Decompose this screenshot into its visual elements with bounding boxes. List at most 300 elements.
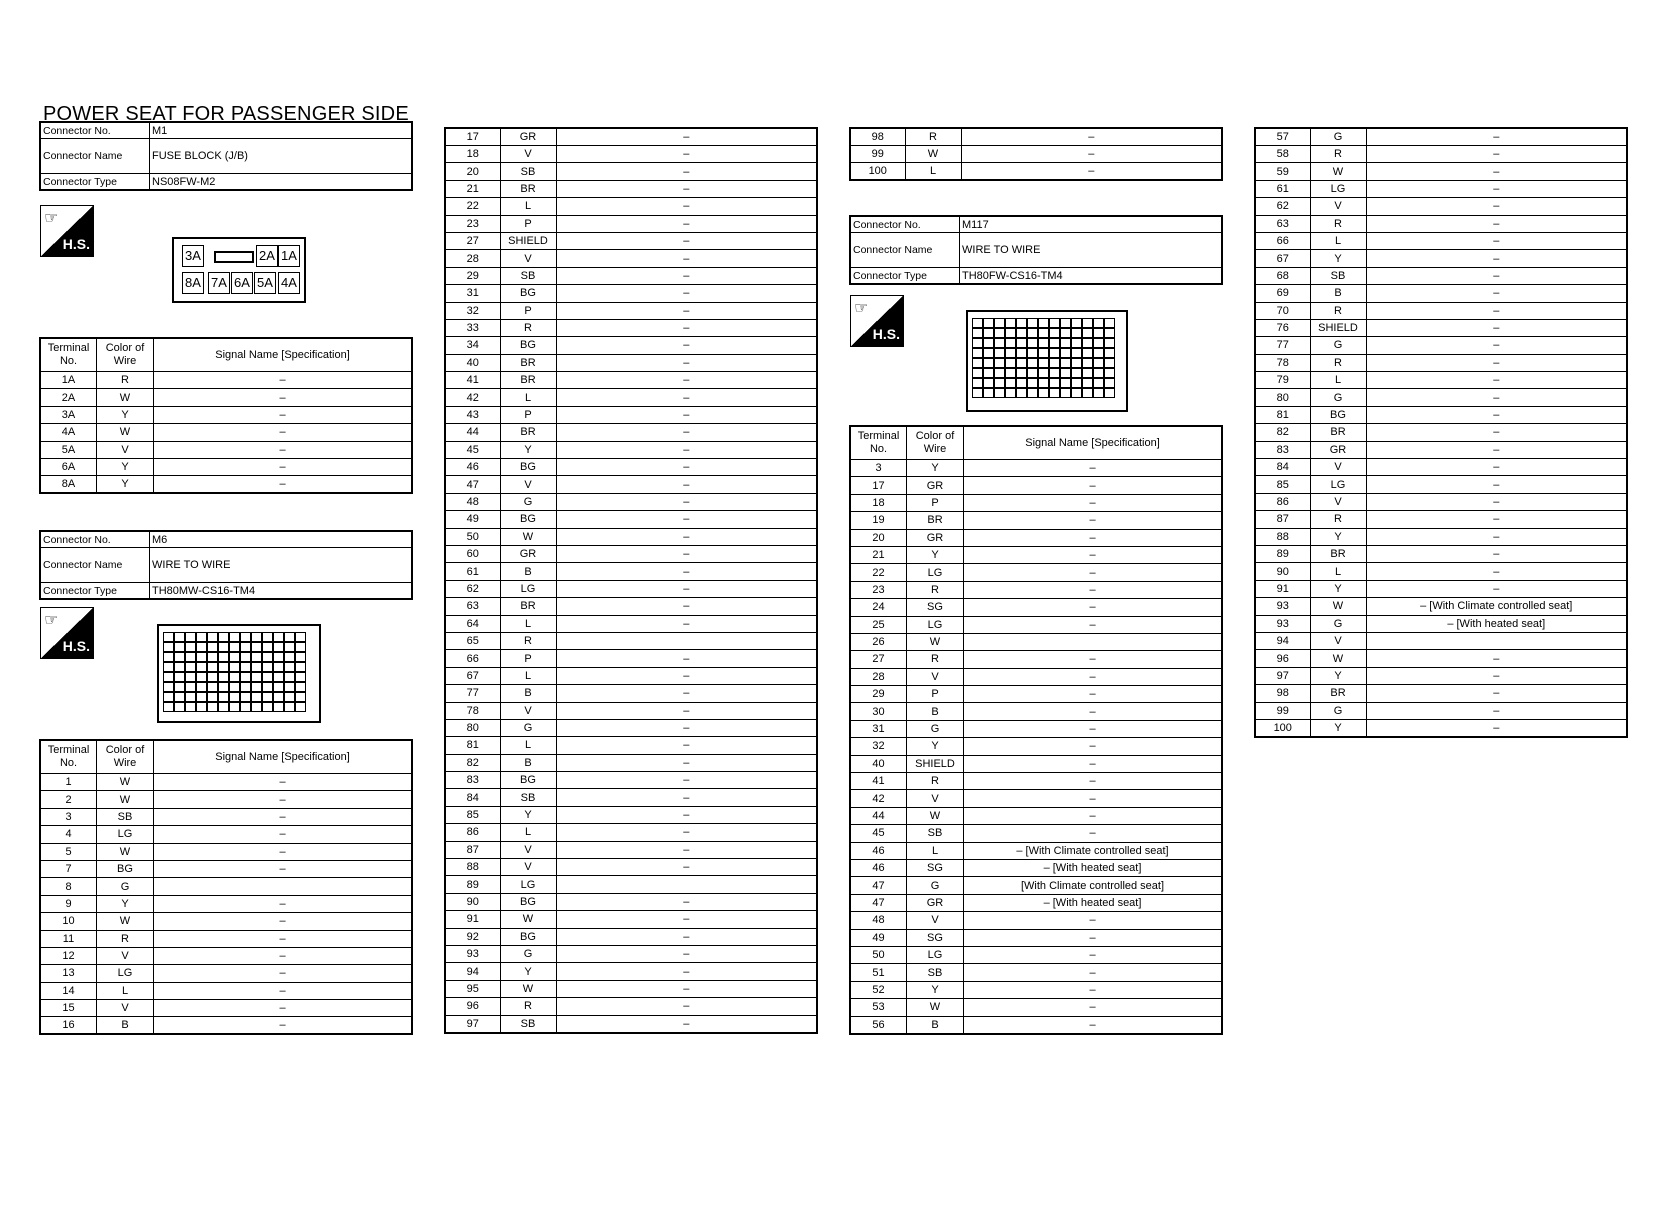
table-row [445, 911, 817, 928]
signal-name-cell: – [1366, 198, 1627, 215]
wire-color-cell: G [907, 720, 964, 737]
wire-color-cell: V [500, 702, 556, 719]
pin-cavity [1005, 378, 1016, 388]
pin-cavity [1060, 388, 1071, 398]
signal-name-cell: – [1366, 580, 1627, 597]
pin-cavity [262, 702, 273, 712]
pin-cavity [295, 672, 306, 682]
pin-cavity [1093, 368, 1104, 378]
table-row [445, 372, 817, 389]
connector-m1-info [39, 121, 413, 191]
pin-cavity [240, 662, 251, 672]
wire-color-cell: GR [907, 477, 964, 494]
signal-name-cell: – [1366, 215, 1627, 232]
table-row [40, 860, 412, 877]
signal-name-cell: – [1366, 685, 1627, 702]
wire-color-cell: SG [907, 599, 964, 616]
terminal-no-cell: 79 [1255, 372, 1310, 389]
table-row [1255, 128, 1627, 146]
pin-label: 2A [256, 245, 278, 267]
table-row [445, 302, 817, 319]
wire-color-cell: V [97, 441, 154, 458]
terminal-no-cell: 23 [445, 215, 500, 232]
wire-color-cell: LG [97, 826, 154, 843]
terminal-no-cell: 1 [40, 774, 97, 791]
terminal-no-cell: 63 [445, 598, 500, 615]
table-row [1255, 476, 1627, 493]
wire-color-cell: B [1310, 285, 1366, 302]
pin-cavity [185, 682, 196, 692]
terminal-no-cell: 98 [1255, 685, 1310, 702]
pin-cavity [1016, 338, 1027, 348]
wire-color-cell: B [500, 563, 556, 580]
wire-color-cell: B [97, 1017, 154, 1035]
table-row [850, 877, 1222, 894]
wire-color-cell: BR [500, 354, 556, 371]
pin-cavity [196, 702, 207, 712]
header-signal-name: Signal Name [Specification] [964, 426, 1223, 460]
pin-cavity [174, 672, 185, 682]
pin-cavity [251, 632, 262, 642]
wire-color-cell: Y [907, 460, 964, 477]
header-terminal-no: Terminal No. [850, 426, 907, 460]
pin-cavity [994, 378, 1005, 388]
pin-cavity [1005, 318, 1016, 328]
terminal-no-cell: 45 [445, 441, 500, 458]
connector-m117-no: M117 [960, 216, 1223, 233]
signal-name-cell: – [556, 389, 817, 406]
signal-name-cell: – [154, 476, 413, 494]
pin-cavity [994, 368, 1005, 378]
pin-cavity [1049, 318, 1060, 328]
table-row [1255, 354, 1627, 371]
wire-color-cell: LG [1310, 180, 1366, 197]
signal-name-cell: – [556, 163, 817, 180]
signal-name-cell: – [556, 285, 817, 302]
signal-name-cell: – [964, 512, 1223, 529]
label-connector-no: Connector No. [40, 531, 150, 548]
pin-cavity [273, 642, 284, 652]
terminal-no-cell: 31 [850, 720, 907, 737]
terminal-no-cell: 3 [850, 460, 907, 477]
pin-cavity [983, 368, 994, 378]
pin-label: 1A [278, 245, 300, 267]
wire-color-cell: SB [500, 163, 556, 180]
signal-name-cell: – [964, 946, 1223, 963]
terminal-no-cell: 76 [1255, 319, 1310, 336]
signal-name-cell: – [556, 702, 817, 719]
wire-color-cell: GR [1310, 441, 1366, 458]
wire-color-cell: LG [500, 876, 556, 893]
column-1 [39, 121, 413, 191]
signal-name-cell: – [556, 824, 817, 841]
signal-name-cell: [With Climate controlled seat] [964, 877, 1223, 894]
wire-color-cell: SB [500, 1015, 556, 1033]
pin-cavity [273, 662, 284, 672]
pin-cavity [284, 652, 295, 662]
wire-color-cell: W [97, 424, 154, 441]
table-row [1255, 632, 1627, 649]
terminal-no-cell: 90 [1255, 563, 1310, 580]
table-row [1255, 163, 1627, 180]
pin-cavity [1093, 318, 1104, 328]
terminal-no-cell: 16 [40, 1017, 97, 1035]
pin-cavity [983, 358, 994, 368]
pin-cavity [251, 652, 262, 662]
table-row [445, 685, 817, 702]
wire-color-cell: Y [1310, 250, 1366, 267]
pin-cavity [295, 702, 306, 712]
wire-color-cell: SHIELD [1310, 319, 1366, 336]
table-row [1255, 319, 1627, 336]
table-row [1255, 719, 1627, 737]
wire-color-cell: SB [907, 964, 964, 981]
signal-name-cell: – [1366, 250, 1627, 267]
wire-color-cell: BR [500, 372, 556, 389]
terminal-no-cell: 3 [40, 808, 97, 825]
pin-cavity [196, 642, 207, 652]
wire-color-cell: G [500, 719, 556, 736]
wire-color-cell: GR [907, 529, 964, 546]
wire-color-cell: L [500, 198, 556, 215]
pin-cavity [1104, 338, 1115, 348]
table-row [850, 894, 1222, 911]
pin-cavity [1027, 368, 1038, 378]
table-row [850, 703, 1222, 720]
wire-color-cell: BG [500, 893, 556, 910]
connector-latch [214, 251, 254, 263]
signal-name-cell: – [154, 424, 413, 441]
pin-cavity [1104, 388, 1115, 398]
pin-cavity [1082, 368, 1093, 378]
signal-name-cell: – [556, 232, 817, 249]
wire-color-cell: GR [907, 894, 964, 911]
table-row [1255, 493, 1627, 510]
table-row [40, 458, 412, 475]
wire-color-cell: V [500, 146, 556, 163]
pin-cavity [1005, 348, 1016, 358]
connector-m6-pin-grid [163, 632, 313, 714]
pin-cavity [983, 388, 994, 398]
terminal-no-cell: 47 [445, 476, 500, 493]
table-row [850, 477, 1222, 494]
pin-cavity [284, 702, 295, 712]
table-row [445, 493, 817, 510]
wire-color-cell: R [97, 930, 154, 947]
signal-name-cell: – [1366, 719, 1627, 737]
terminal-no-cell: 44 [850, 807, 907, 824]
table-row [445, 528, 817, 545]
hs-label: H.S. [872, 326, 900, 342]
pin-cavity [185, 632, 196, 642]
terminal-no-cell: 53 [850, 999, 907, 1016]
terminal-no-cell: 89 [445, 876, 500, 893]
signal-name-cell: – [1366, 528, 1627, 545]
pin-cavity [983, 328, 994, 338]
wire-color-cell: W [1310, 598, 1366, 615]
wire-color-cell: R [1310, 302, 1366, 319]
pin-cavity [994, 388, 1005, 398]
terminal-no-cell: 23 [850, 581, 907, 598]
terminal-no-cell: 18 [850, 494, 907, 511]
table-row [40, 406, 412, 423]
connector-m6-terminal-table-tail [849, 127, 1223, 181]
pin-cavity [972, 358, 983, 368]
table-row [1255, 302, 1627, 319]
wire-color-cell: Y [907, 981, 964, 998]
connector-m117-info [849, 215, 1223, 285]
terminal-no-cell: 82 [1255, 424, 1310, 441]
table-row [40, 843, 412, 860]
hand-icon: ☞ [44, 612, 59, 629]
pin-cavity [1005, 358, 1016, 368]
terminal-no-cell: 87 [1255, 511, 1310, 528]
terminal-no-cell: 91 [1255, 580, 1310, 597]
table-row [850, 720, 1222, 737]
pin-cavity [262, 692, 273, 702]
table-row [40, 878, 412, 895]
terminal-no-cell: 42 [445, 389, 500, 406]
table-row [445, 650, 817, 667]
label-connector-no: Connector No. [850, 216, 960, 233]
signal-name-cell: – [1366, 128, 1627, 146]
wire-color-cell: L [500, 737, 556, 754]
signal-name-cell: – [1366, 146, 1627, 163]
terminal-no-cell: 66 [1255, 232, 1310, 249]
pin-cavity [1082, 348, 1093, 358]
pin-label: 7A [208, 272, 230, 294]
terminal-no-cell: 61 [445, 563, 500, 580]
pin-cavity [1071, 388, 1082, 398]
signal-name-cell: – [556, 146, 817, 163]
wire-color-cell: L [1310, 563, 1366, 580]
pin-cavity [1082, 328, 1093, 338]
table-row [445, 180, 817, 197]
terminal-no-cell: 90 [445, 893, 500, 910]
table-row [445, 928, 817, 945]
wire-color-cell: LG [1310, 476, 1366, 493]
table-row [445, 580, 817, 597]
signal-name-cell: – [556, 893, 817, 910]
hs-label: H.S. [62, 638, 90, 654]
table-row [40, 774, 412, 791]
pin-cavity [163, 682, 174, 692]
terminal-no-cell: 8A [40, 476, 97, 494]
signal-name-cell: – [154, 965, 413, 982]
signal-name-cell: – [1366, 441, 1627, 458]
table-row [850, 912, 1222, 929]
table-row [445, 598, 817, 615]
signal-name-cell: – [964, 773, 1223, 790]
signal-name-cell: – [1366, 459, 1627, 476]
signal-name-cell: – [556, 754, 817, 771]
pin-cavity [1027, 348, 1038, 358]
signal-name-cell: – [1366, 372, 1627, 389]
signal-name-cell: – [964, 807, 1223, 824]
pin-cavity [284, 642, 295, 652]
hs-badge-m6 [40, 607, 94, 659]
wire-color-cell: SHIELD [907, 755, 964, 772]
column-3-m117 [849, 215, 1223, 285]
terminal-no-cell: 8 [40, 878, 97, 895]
signal-name-cell: – [556, 441, 817, 458]
pin-cavity [1082, 318, 1093, 328]
pin-cavity [972, 338, 983, 348]
terminal-no-cell: 21 [445, 180, 500, 197]
wire-color-cell: BG [97, 860, 154, 877]
pin-cavity [983, 378, 994, 388]
pin-cavity [1027, 358, 1038, 368]
signal-name-cell: – [556, 1015, 817, 1033]
pin-cavity [1038, 328, 1049, 338]
terminal-no-cell: 17 [445, 128, 500, 146]
signal-name-cell: – [154, 860, 413, 877]
signal-name-cell: – [556, 319, 817, 336]
table-row [850, 581, 1222, 598]
wire-color-cell: BG [500, 459, 556, 476]
wire-color-cell: BR [500, 180, 556, 197]
terminal-no-cell: 80 [1255, 389, 1310, 406]
table-row [1255, 250, 1627, 267]
pin-cavity [229, 692, 240, 702]
table-row [850, 163, 1222, 181]
terminal-no-cell: 27 [445, 232, 500, 249]
pin-cavity [1104, 318, 1115, 328]
table-row [850, 616, 1222, 633]
pin-cavity [1038, 388, 1049, 398]
header-signal-name: Signal Name [Specification] [154, 740, 413, 774]
wire-color-cell: R [500, 632, 556, 649]
signal-name-cell: – [1366, 667, 1627, 684]
terminal-no-cell: 56 [850, 1016, 907, 1034]
signal-name-cell: – [556, 545, 817, 562]
pin-cavity [1049, 328, 1060, 338]
table-row [445, 754, 817, 771]
signal-name-cell: – [154, 774, 413, 791]
signal-name-cell [556, 876, 817, 893]
header-color-of-wire: Color of Wire [907, 426, 964, 460]
terminal-no-cell: 85 [1255, 476, 1310, 493]
table-row [445, 893, 817, 910]
signal-name-cell: – [964, 581, 1223, 598]
hs-label: H.S. [62, 236, 90, 252]
signal-name-cell: – [556, 737, 817, 754]
signal-name-cell: – [1366, 702, 1627, 719]
table-row [850, 999, 1222, 1016]
connector-m6-type: TH80MW-CS16-TM4 [150, 583, 413, 600]
terminal-no-cell: 34 [445, 337, 500, 354]
signal-name-cell: – [964, 738, 1223, 755]
terminal-no-cell: 62 [445, 580, 500, 597]
wire-color-cell: R [907, 651, 964, 668]
table-row [445, 789, 817, 806]
table-row [40, 965, 412, 982]
pin-cavity [1060, 358, 1071, 368]
table-row [40, 947, 412, 964]
signal-name-cell: – [1366, 650, 1627, 667]
wire-color-cell: W [1310, 650, 1366, 667]
table-row [1255, 389, 1627, 406]
wire-color-cell: L [500, 389, 556, 406]
terminal-no-cell: 66 [445, 650, 500, 667]
signal-name-cell: – [964, 477, 1223, 494]
pin-cavity [273, 682, 284, 692]
terminal-no-cell: 62 [1255, 198, 1310, 215]
pin-label: 3A [182, 245, 204, 267]
wire-color-cell: P [500, 406, 556, 423]
terminal-no-cell: 26 [850, 633, 907, 650]
table-row [445, 232, 817, 249]
table-row [1255, 441, 1627, 458]
wire-color-cell: P [500, 650, 556, 667]
connector-m6-terminal-table [39, 739, 413, 1035]
table-row [1255, 685, 1627, 702]
column-3-m117-table [849, 425, 1223, 1035]
pin-cavity [284, 682, 295, 692]
pin-cavity [1038, 338, 1049, 348]
pin-cavity [972, 318, 983, 328]
pin-cavity [273, 692, 284, 702]
signal-name-cell: – [556, 459, 817, 476]
terminal-no-cell: 96 [445, 998, 500, 1015]
wire-color-cell: V [500, 859, 556, 876]
terminal-no-cell: 46 [445, 459, 500, 476]
table-row [1255, 372, 1627, 389]
pin-cavity [262, 632, 273, 642]
table-row [445, 963, 817, 980]
pin-cavity [207, 642, 218, 652]
connector-m117-terminal-table-continued [1254, 127, 1628, 738]
wire-color-cell: V [97, 947, 154, 964]
signal-name-cell: – [961, 146, 1222, 163]
signal-name-cell: – [154, 1017, 413, 1035]
pin-cavity [207, 672, 218, 682]
column-4 [1254, 127, 1628, 738]
page-title: POWER SEAT FOR PASSENGER SIDE [43, 103, 409, 125]
terminal-no-cell: 80 [445, 719, 500, 736]
wire-color-cell: BR [1310, 545, 1366, 562]
signal-name-cell: – [964, 494, 1223, 511]
terminal-no-cell: 46 [850, 859, 907, 876]
wire-color-cell: LG [500, 580, 556, 597]
terminal-no-cell: 20 [445, 163, 500, 180]
signal-name-cell: – [964, 1016, 1223, 1034]
terminal-no-cell: 28 [445, 250, 500, 267]
terminal-no-cell: 4 [40, 826, 97, 843]
table-row [445, 545, 817, 562]
table-row [850, 686, 1222, 703]
signal-name-cell: – [964, 929, 1223, 946]
pin-cavity [284, 692, 295, 702]
table-row [850, 773, 1222, 790]
wire-color-cell: G [907, 877, 964, 894]
table-row [1255, 198, 1627, 215]
pin-cavity [163, 662, 174, 672]
table-row [850, 146, 1222, 163]
connector-m1-no: M1 [150, 122, 413, 139]
terminal-no-cell: 91 [445, 911, 500, 928]
wire-color-cell: W [97, 843, 154, 860]
terminal-no-cell: 100 [850, 163, 905, 181]
table-row [445, 459, 817, 476]
pin-cavity [1071, 368, 1082, 378]
pin-cavity [240, 652, 251, 662]
table-row [445, 267, 817, 284]
table-row [445, 998, 817, 1015]
pin-cavity [1104, 348, 1115, 358]
wire-color-cell: Y [907, 546, 964, 563]
terminal-no-cell: 46 [850, 842, 907, 859]
